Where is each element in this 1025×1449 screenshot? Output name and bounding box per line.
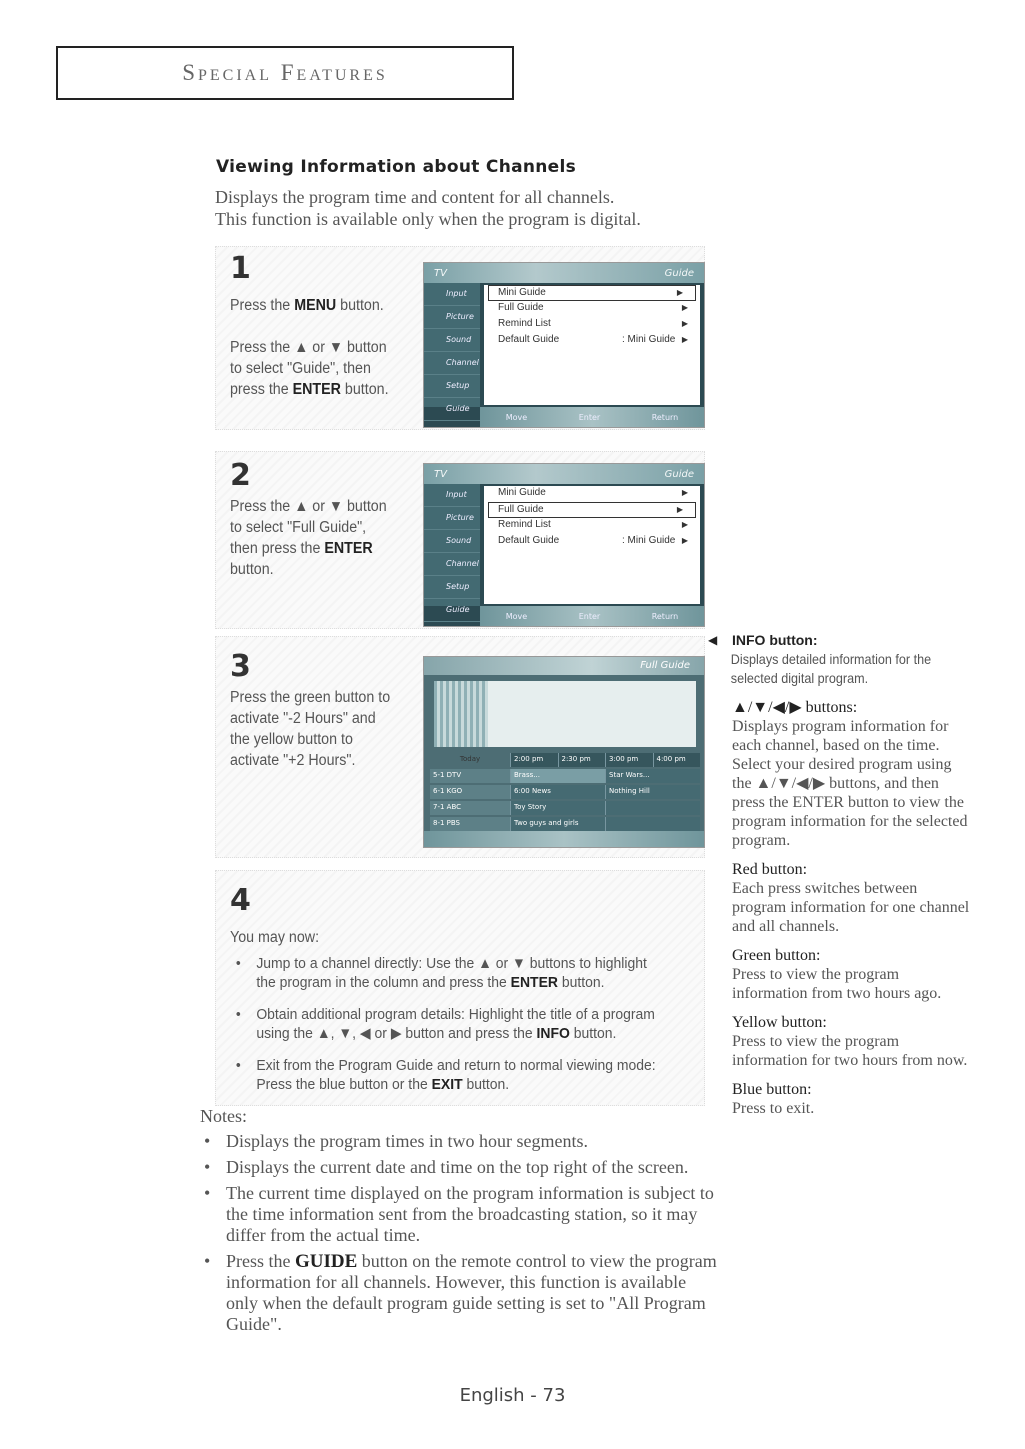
- tv-side-item: Guide: [424, 599, 480, 622]
- tv-menu-topbar: TV Guide: [424, 464, 704, 484]
- tv-menu-item: Full Guide ▶: [498, 302, 688, 313]
- list-item: • Obtain additional program details: Highlight the title of a program using the ▲, ▼, ◀ or ▶ button and press the INFO button.: [234, 1005, 699, 1043]
- step-4: [215, 870, 705, 1106]
- tv-side-item: Channel: [424, 352, 480, 375]
- tv-menu-item: Default Guide : Mini Guide ▶: [498, 334, 688, 345]
- info-button-desc: ◀ INFO button: Displays detailed information for the selected digital program.: [708, 632, 932, 686]
- step-4-bullets: [234, 954, 699, 1107]
- guide-channel-row: 7-1 ABC Toy Story: [430, 801, 700, 815]
- list-item: • Jump to a channel directly: Use the ▲ or ▼ buttons to highlight the program in the column and press the ENTER button.: [234, 954, 699, 992]
- list-item: • Press the GUIDE button on the remote control to view the program information for all channels. However, this function is available only when the default program guide setting is set to "All Program Guide".: [200, 1251, 720, 1335]
- list-item: • Displays the program times in two hour segments.: [200, 1131, 720, 1152]
- step-number: 2: [230, 458, 251, 493]
- right-arrow-icon: ▶: [676, 505, 683, 514]
- guide-bottombar: [424, 831, 704, 847]
- tv-menu-item: Mini Guide ▶: [488, 285, 696, 301]
- guide-channel-row: 6-1 KGO 6:00 News Nothing Hill: [430, 785, 700, 799]
- right-arrow-icon: ▶: [676, 288, 683, 297]
- tv-menu-screen: [423, 463, 705, 627]
- tv-menu-bottombar: [480, 606, 704, 626]
- step-number: 4: [230, 883, 251, 918]
- notes-label: Notes:: [200, 1106, 247, 1126]
- step-1-text: [230, 295, 389, 400]
- step-3-text: [230, 687, 390, 771]
- tv-menu-item: Mini Guide ▶: [498, 487, 688, 498]
- left-arrow-icon: ◀: [708, 633, 718, 647]
- step-2-text: [230, 496, 387, 580]
- intro-line: Displays the program time and content for all channels.: [215, 187, 615, 207]
- tv-menu-sidebar: [424, 283, 480, 413]
- green-button-desc: Green button: Press to view the program information from two hours ago.: [732, 947, 942, 1002]
- notes: [200, 1106, 720, 1340]
- tv-menu-item: Default Guide : Mini Guide ▶: [498, 535, 688, 546]
- tv-bottom-hint: Enter: [578, 412, 601, 422]
- guide-channel-row: 5-1 DTV Brass... Star Wars...: [430, 769, 700, 783]
- step-number: 1: [230, 251, 251, 286]
- yellow-button-desc: Yellow button: Press to view the program information for two hours from now.: [732, 1014, 968, 1069]
- step-line: activate "+2 Hours".: [230, 752, 356, 769]
- page-footer: English - 73: [459, 1385, 566, 1406]
- step-line: then press the ENTER: [230, 540, 373, 557]
- tv-side-item: Picture: [424, 507, 480, 530]
- right-arrow-icon: ▶: [681, 520, 688, 529]
- page-title: Viewing Information about Channels: [216, 157, 577, 177]
- blue-button-desc: Blue button: Press to exit.: [732, 1081, 815, 1117]
- tv-side-item: Input: [424, 484, 480, 507]
- step-1: [215, 246, 705, 430]
- step-line: to select "Guide", then: [230, 360, 371, 377]
- right-arrow-icon: ▶: [681, 335, 688, 344]
- tv-bottom-hint: Return: [651, 611, 679, 621]
- step-number: 3: [230, 649, 251, 684]
- list-item: • Displays the current date and time on the top right of the screen.: [200, 1157, 720, 1178]
- you-may-now: You may now:: [230, 929, 320, 946]
- tv-side-item: Sound: [424, 329, 480, 352]
- intro: [215, 186, 641, 230]
- program-thumbnail: [434, 681, 488, 747]
- right-arrow-icon: ▶: [681, 488, 688, 497]
- list-item: • Exit from the Program Guide and return to normal viewing mode: Press the blue button or the EXIT button.: [234, 1056, 699, 1094]
- tv-menu-item: Remind List ▶: [498, 318, 688, 329]
- guide-title: Full Guide: [424, 657, 704, 675]
- section-header: [56, 46, 514, 100]
- intro-line: This function is available only when the program is digital.: [215, 209, 641, 229]
- tv-menu-item: Remind List ▶: [498, 519, 688, 530]
- step-3: [215, 636, 705, 858]
- tv-bottom-hint: Return: [651, 412, 679, 422]
- tv-side-item: Setup: [424, 375, 480, 398]
- arrow-buttons-desc: ▲/▼/◀/▶ buttons: Displays program information for each channel, based on the time. Select your desired program using the ▲/▼/◀/▶ buttons, and then press the ENTER button to view the program information for the selected program.: [732, 699, 968, 849]
- step-line: activate "-2 Hours" and: [230, 710, 376, 727]
- tv-menu-screen: [423, 262, 705, 428]
- tv-side-item: Sound: [424, 530, 480, 553]
- full-guide-screen: [423, 656, 705, 848]
- tv-menu-bottombar: [480, 407, 704, 427]
- tv-bottom-hint: Move: [505, 412, 528, 422]
- tv-bottom-hint: Enter: [578, 611, 601, 621]
- tv-menu-list: [484, 486, 700, 604]
- step-line: button.: [230, 561, 274, 578]
- right-arrow-icon: ▶: [681, 303, 688, 312]
- section-header-text: Special Features: [182, 60, 388, 85]
- step-line: Press the MENU button.: [230, 297, 384, 314]
- tv-menu-sidebar: [424, 484, 480, 614]
- guide-channel-row: 8-1 PBS Two guys and girls: [430, 817, 700, 831]
- guide-time-row: Today 2:00 pm 2:30 pm 3:00 pm 4:00 pm: [430, 753, 700, 767]
- step-line: [230, 316, 389, 337]
- tv-side-item: Setup: [424, 576, 480, 599]
- list-item: • The current time displayed on the program information is subject to the time information sent from the broadcasting station, so it may differ from the actual time.: [200, 1183, 720, 1246]
- step-2: [215, 451, 705, 629]
- step-line: press the ENTER button.: [230, 381, 389, 398]
- tv-side-item: Channel: [424, 553, 480, 576]
- guide-info-panel: [434, 681, 696, 747]
- right-arrow-icon: ▶: [681, 319, 688, 328]
- tv-side-item: Guide: [424, 398, 480, 421]
- tv-bottom-hint: Move: [505, 611, 528, 621]
- tv-menu-item: Full Guide ▶: [488, 502, 696, 518]
- notes-list: [200, 1131, 720, 1335]
- button-descriptions: [708, 631, 970, 1128]
- right-arrow-icon: ▶: [681, 536, 688, 545]
- step-line: Press the ▲ or ▼ button: [230, 339, 387, 356]
- tv-menu-list: [484, 285, 700, 405]
- red-button-desc: Red button: Each press switches between program information for one channel and all channels.: [732, 861, 970, 935]
- step-line: Press the green button to: [230, 689, 391, 706]
- step-line: Press the ▲ or ▼ button: [230, 498, 387, 515]
- tv-menu-topbar: TV Guide: [424, 263, 704, 283]
- tv-side-item: Picture: [424, 306, 480, 329]
- step-line: to select "Full Guide",: [230, 519, 367, 536]
- step-line: the yellow button to: [230, 731, 353, 748]
- tv-side-item: Input: [424, 283, 480, 306]
